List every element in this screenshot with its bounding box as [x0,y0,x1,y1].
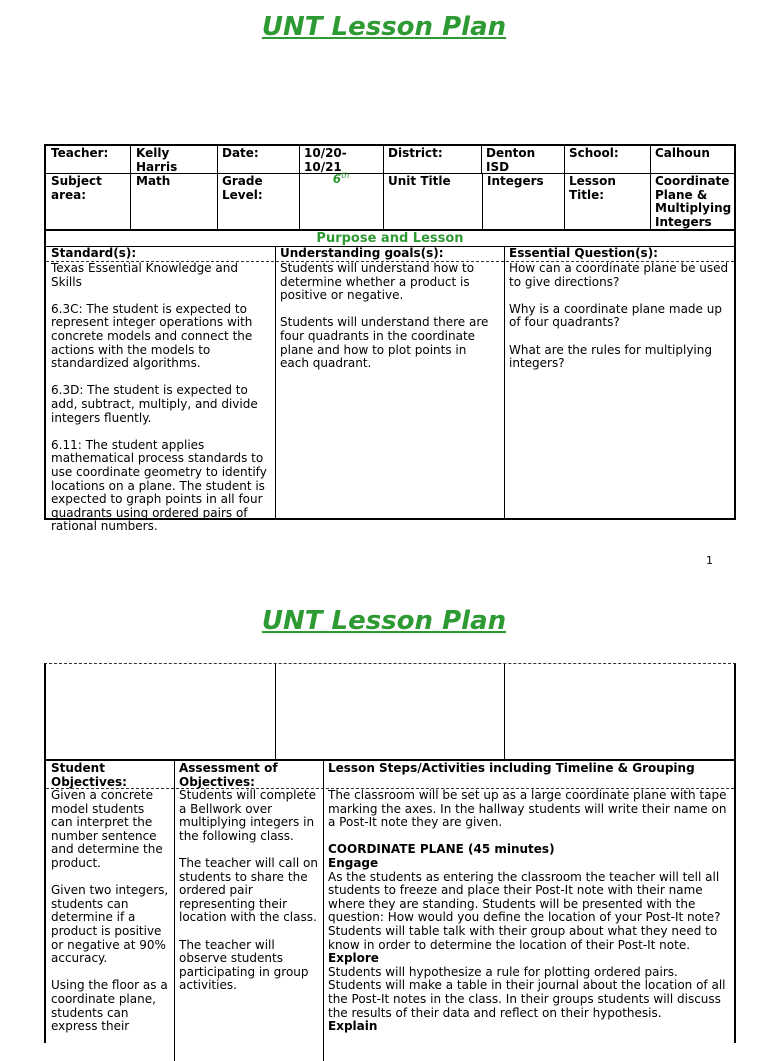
page-title: UNT Lesson Plan [261,12,507,42]
coordinate-plane-heading: COORDINATE PLANE (45 minutes) [328,842,555,857]
questions-content [504,261,734,518]
steps-header: Lesson Steps/Activities including Timeline & Grouping [328,761,695,775]
objectives-header: Student Objectives: [51,761,127,789]
objective-paragraph: Using the floor as a coordinate plane, students can express their [51,978,168,1034]
lesson-value: Coordinate Plane & Multiplying Integers [655,174,732,229]
standards-content [46,261,275,534]
page-title: UNT Lesson Plan [261,606,507,636]
unit-label: Unit Title [388,174,451,188]
section-header: Purpose and Lesson [316,231,464,246]
lesson-steps-table [44,663,736,1043]
lesson-info-table [44,144,736,534]
assessment-content [174,788,323,1028]
engage-heading: Engage [328,855,379,870]
grade-number: 6 [332,172,342,186]
date-label: Date: [222,146,259,160]
teacher-label: Teacher: [51,146,109,160]
assessment-paragraph: The teacher will observe students participating in group activities. [179,937,309,993]
assessment-header: Assessment of Objectives: [179,761,278,789]
grade-label: Grade Level: [222,174,263,202]
steps-intro: The classroom will be set up as a large coordinate plane with tape marking the axes. In the hallway students will write their name on a Post-It note they are given. [328,788,727,830]
teacher-value: Kelly Harris [136,146,178,174]
school-label: School: [569,146,619,160]
objective-paragraph: Given two integers, students can determine if a product is positive or negative at 90% accuracy. [51,883,169,966]
school-value: Calhoun [655,146,710,160]
questions-paragraph: What are the rules for multiplying integers? [509,342,712,371]
subject-value: Math [136,174,171,188]
goals-paragraph: Students will understand there are four quadrants in the coordinate plane and how to plot points in each quadrant. [280,315,489,371]
standards-paragraph: Texas Essential Knowledge and Skills [51,261,238,289]
date-value: 10/20-10/21 [304,146,347,174]
assessment-paragraph: Students will complete a Bellwork over multiplying integers in the following class. [179,788,316,843]
unit-value: Integers [487,174,544,188]
questions-paragraph: How can a coordinate plane be used to give directions? [509,261,729,289]
explore-text: Students will hypothesize a rule for plotting ordered pairs. Students will make a table in their journal about the location of all the Post-It notes in the class. In their groups students will discuss the results of their data and reflect on their hypothesis. [328,964,726,1020]
steps-content [323,788,734,1034]
grade-suffix: th [341,171,350,180]
explain-heading: Explain [328,1019,378,1034]
assessment-paragraph: The teacher will call on students to share the ordered pair representing their location with the class. [179,855,318,925]
page-number: 1 [706,554,713,567]
standards-paragraph: 6.3D: The student is expected to add, subtract, multiply, and divide integers fluently. [51,383,258,425]
goals-content [275,261,504,518]
objective-paragraph: Given a concrete model students can interpret the number sentence and determine the product. [51,788,163,870]
standards-header: Standard(s): [51,246,137,260]
lesson-label: Lesson Title: [569,174,616,202]
goals-paragraph: Students will understand how to determine whether a product is positive or negative. [280,261,475,303]
district-label: District: [388,146,443,160]
standards-paragraph: 6.11: The student applies mathematical process standards to use coordinate geometry to identify locations on a plane. The student is expected to graph points in all four quadrants using ordered pairs of rational numbers. [51,437,267,534]
subject-label: Subject area: [51,174,102,202]
grade-value [299,172,383,188]
questions-header: Essential Question(s): [509,246,658,260]
district-value: Denton ISD [486,146,536,174]
engage-text: As the students as entering the classroom the teacher will tell all students to freeze and place their Post-It note with their name where they are standing. Students will be presented with the question: How would you define the location of your Post-It note? Students will table talk with their group about what they need to know in order to determine the location of their Post-It note. [328,869,721,952]
objectives-content [46,788,174,1034]
goals-header: Understanding goals(s): [280,246,444,260]
explore-heading: Explore [328,951,379,966]
standards-paragraph: 6.3C: The student is expected to represent integer operations with concrete models and connect the actions with the models to standardized algorithms. [51,301,253,371]
questions-paragraph: Why is a coordinate plane made up of four quadrants? [509,301,722,330]
